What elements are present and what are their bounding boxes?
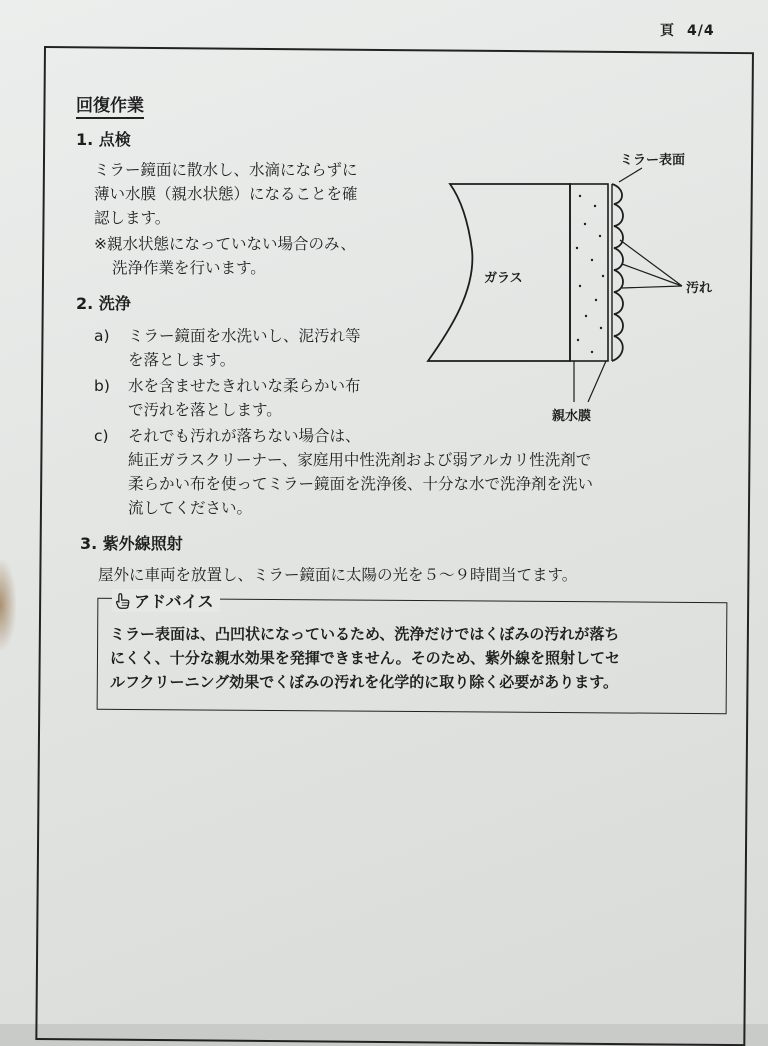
step2-c-line-4: 流してください。	[128, 499, 253, 517]
hydrophilic-dots	[576, 195, 604, 353]
page-number-value: 4/4	[687, 23, 715, 39]
step2-b-line-1: 水を含ませたきれいな柔らかい布	[128, 377, 361, 395]
step2-heading: 2. 洗浄	[76, 294, 131, 313]
step1-heading: 1. 点検	[76, 130, 131, 149]
step1-note-2: 洗浄作業を行います。	[112, 259, 266, 277]
step2-item-c	[94, 425, 361, 447]
step2-a-label: a)	[94, 327, 110, 345]
section-title: 回復作業	[76, 91, 144, 119]
page-number	[660, 20, 715, 40]
step2-b-label: b)	[94, 377, 110, 395]
dirt-bumps	[612, 184, 623, 361]
finger-shadow	[0, 560, 16, 650]
step2-item-a	[94, 325, 361, 347]
advice-line-2: にくく、十分な親水効果を発揮できません。そのため、紫外線を照射してセ	[110, 649, 621, 667]
step3-line: 屋外に車両を放置し、ミラー鏡面に太陽の光を５～９時間当てます。	[98, 566, 578, 584]
step1-line-2: 薄い水膜（親水状態）になることを確	[94, 185, 358, 203]
label-hydrophilic-film: 親水膜	[552, 409, 592, 424]
advice-line-1: ミラー表面は、凸凹状になっているため、洗浄だけではくぼみの汚れが落ち	[110, 625, 620, 643]
step1-note-1: ※親水状態になっていない場合のみ、	[94, 235, 356, 253]
step1-line-1: ミラー鏡面に散水し、水滴にならずに	[94, 161, 358, 179]
leader-mirror-surface	[619, 168, 642, 182]
step1-line-3: 認します。	[94, 209, 171, 227]
advice-line-3: ルフクリーニング効果でくぼみの汚れを化学的に取り除く必要があります。	[110, 673, 619, 691]
step2-c-line-2: 純正ガラスクリーナー、家庭用中性洗剤および弱アルカリ性洗剤で	[128, 451, 592, 469]
step2-item-b	[94, 375, 361, 397]
step2-a-line-1: ミラー鏡面を水洗いし、泥汚れ等	[128, 327, 361, 345]
advice-title: アドバイス	[134, 592, 214, 611]
step2-c-line-1: それでも汚れが落ちない場合は、	[128, 427, 361, 445]
leader-dirt	[620, 240, 682, 288]
advice-text	[110, 622, 620, 694]
leader-hydrophilic-film	[574, 361, 606, 402]
pointing-hand-icon	[114, 592, 132, 610]
advice-heading	[112, 589, 220, 612]
label-dirt: 汚れ	[686, 281, 713, 296]
page-number-label: 頁	[660, 23, 675, 39]
hydrophilic-layer	[570, 184, 608, 361]
mirror-cross-section-diagram	[420, 140, 740, 430]
step2-c-line-3: 柔らかい布を使ってミラー鏡面を洗浄後、十分な水で洗浄剤を洗い	[128, 475, 594, 493]
step2-a-line-2: を落とします。	[128, 351, 236, 369]
step3-heading: 3. 紫外線照射	[80, 534, 183, 553]
label-mirror-surface: ミラー表面	[620, 153, 686, 168]
step2-c-label: c)	[94, 427, 109, 445]
label-glass: ガラス	[484, 271, 523, 286]
step2-b-line-2: で汚れを落とします。	[128, 401, 282, 419]
